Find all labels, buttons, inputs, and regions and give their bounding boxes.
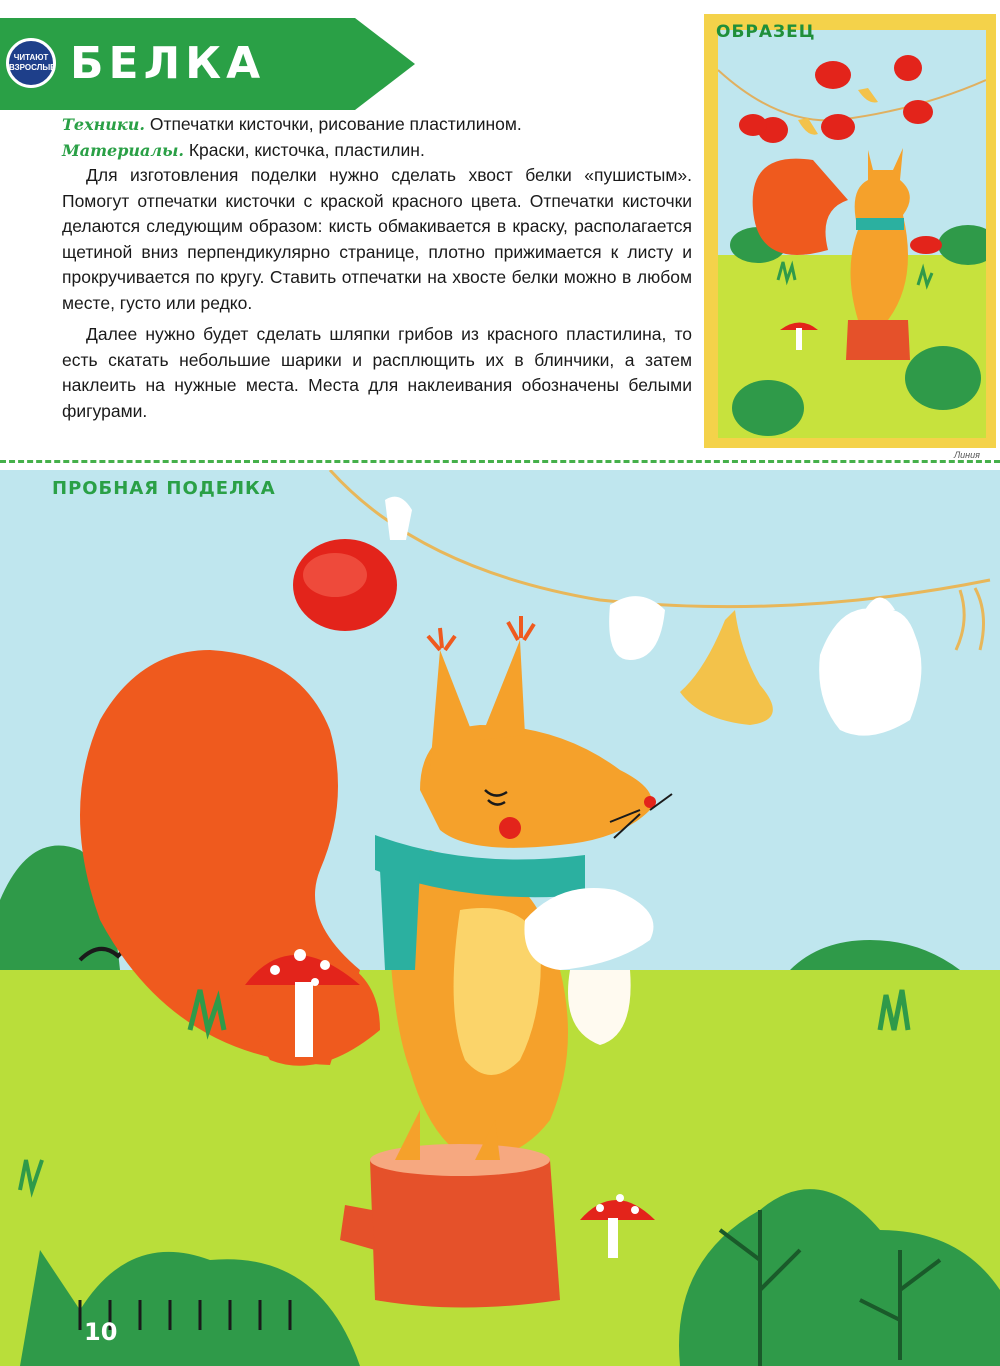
sample-illustration [718, 30, 986, 438]
techniques-label: Техники. [62, 115, 145, 134]
badge-line-2: ВЗРОСЛЫЕ [9, 63, 56, 72]
techniques-text: Отпечатки кисточки, рисование пластилином. [149, 114, 522, 134]
badge-line-1: ЧИТАЮТ [13, 53, 49, 62]
page-number: 10 [84, 1318, 118, 1346]
practice-title: ПРОБНАЯ ПОДЕЛКА [52, 478, 276, 499]
practice-illustration [0, 470, 1000, 1366]
sample-title: ОБРАЗЕЦ [716, 22, 816, 42]
paragraph-2: Далее нужно будет сделать шляпки грибов из красного пластилина, то есть скатать небольшие шарики и расплющить их в блинчики, а затем наклеить на нужные места. Места для наклеивания обозначены белыми фигурами. [62, 324, 692, 421]
instructions [62, 112, 692, 424]
readers-badge [6, 38, 56, 88]
page-title: БЕЛКА [70, 38, 266, 89]
cut-line [0, 460, 1000, 463]
paragraph-1: Для изготовления поделки нужно сделать хвост белки «пушистым». Помогут отпечатки кисточки с краской красного цвета. Отпечатки кисточки делаются следующим образом: кисть обмакивается в краску, располагается щетиной вниз перпендикулярно странице, плотно прижимается к листу и прокручивается по кругу. Ставить отпечатки на хвосте белки можно в любом месте, густо или редко. [62, 165, 692, 313]
materials-label: Материалы. [62, 140, 184, 160]
credit: Линия [954, 450, 980, 460]
materials-text: Краски, кисточка, пластилин. [188, 139, 425, 160]
